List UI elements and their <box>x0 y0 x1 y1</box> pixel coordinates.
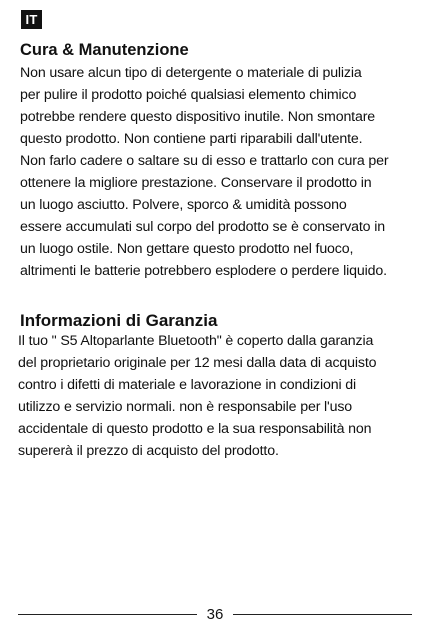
care-text-line: essere accumulati sul corpo del prodotto se è conservato in <box>20 219 385 235</box>
care-text-line: un luogo asciutto. Polvere, sporco & umidità possono <box>20 197 347 213</box>
care-text-line: ottenere la migliore prestazione. Conservare il prodotto in <box>20 175 372 191</box>
care-text-line: altrimenti le batterie potrebbero esplodere o perdere liquido. <box>20 263 387 279</box>
warranty-text-line: contro i difetti di materiale e lavorazione in condizioni di <box>18 377 356 393</box>
care-text-line: Non farlo cadere o saltare su di esso e trattarlo con cura per <box>20 153 389 169</box>
warranty-text-line: supererà il prezzo di acquisto del prodotto. <box>18 443 279 459</box>
care-text-line: per pulire il prodotto poiché qualsiasi elemento chimico <box>20 87 357 103</box>
warranty-text-line: utilizzo e servizio normali. non è responsabile per l'uso <box>18 399 353 415</box>
care-section-title: Cura & Manutenzione <box>20 41 189 59</box>
care-text-line: un luogo ostile. Non gettare questo prodotto nel fuoco, <box>20 241 354 257</box>
care-text-line: potrebbe rendere questo dispositivo inutile. Non smontare <box>20 109 376 125</box>
warranty-text-line: accidentale di questo prodotto e la sua responsabilità non <box>18 421 372 437</box>
page-number: 36 <box>206 605 224 623</box>
care-text-line: Non usare alcun tipo di detergente o materiale di pulizia <box>20 65 362 81</box>
language-badge: IT <box>21 10 42 29</box>
warranty-text-line: del proprietario originale per 12 mesi dalla data di acquisto <box>18 355 377 371</box>
warranty-text-line: Il tuo " S5 Altoparlante Bluetooth" è coperto dalla garanzia <box>18 333 374 349</box>
warranty-section-title: Informazioni di Garanzia <box>20 311 218 330</box>
footer-rule-right <box>233 614 412 615</box>
care-section-body <box>20 62 442 282</box>
care-text-line: questo prodotto. Non contiene parti riparabili dall'utente. <box>20 131 363 147</box>
warranty-section-body <box>18 330 442 462</box>
page-footer <box>18 603 412 625</box>
footer-rule-left <box>18 614 197 615</box>
